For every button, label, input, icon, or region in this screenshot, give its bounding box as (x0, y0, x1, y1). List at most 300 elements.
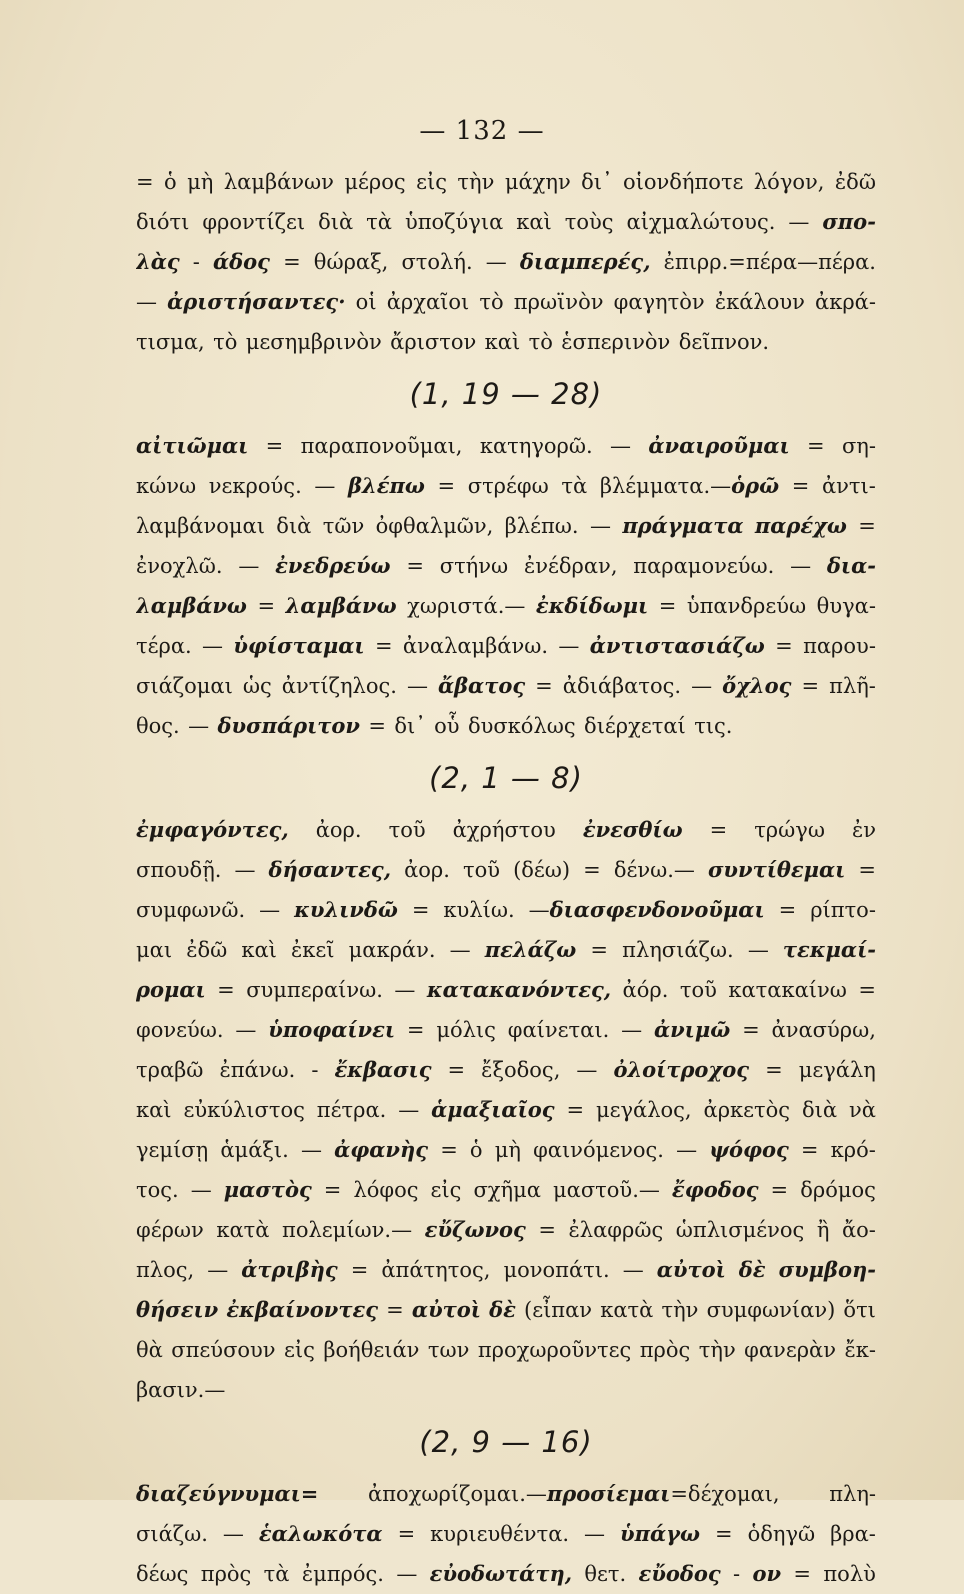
word: πλησιάζω. (622, 938, 734, 962)
text-line (136, 890, 876, 930)
word: πρὸς (639, 1338, 691, 1362)
word: σπο- (822, 209, 876, 234)
text-line (136, 970, 876, 1010)
word: τος. (136, 1178, 179, 1202)
word: ὡπλισμένος (675, 1218, 805, 1242)
word: ἑσπερινὸν (561, 330, 671, 354)
word: λόφος (353, 1178, 419, 1202)
word: ἀντιστασιάζω (589, 633, 765, 658)
word: ἐκδίδωμι (535, 593, 649, 618)
word: = (778, 898, 797, 922)
word: τὴν (457, 170, 495, 194)
word: — (314, 474, 336, 498)
word: ἀποχωρίζομαι.—προσίεμαι=δέχομαι, (368, 1481, 780, 1506)
text-line (136, 666, 876, 706)
word: αὐτοὶ (656, 1257, 726, 1282)
glossary-text (136, 162, 876, 1594)
word: στρέφω (467, 474, 549, 498)
text-line (136, 1250, 876, 1290)
word: ἄριστον (390, 330, 477, 354)
word: φαγητὸν (613, 290, 705, 314)
word: — (788, 210, 810, 234)
word: λόγον, (753, 170, 825, 194)
word: τοὺς (564, 210, 614, 234)
word: καὶ (241, 938, 277, 962)
word: μεγάλη (798, 1058, 876, 1082)
word: κατὰ (216, 1218, 270, 1242)
word: τέρα. (136, 634, 192, 658)
word: εὐκύλιστος (183, 1098, 305, 1122)
word: ὡς (242, 674, 272, 698)
word: διέρχεταί (584, 714, 686, 738)
word: νεκρούς. (208, 474, 302, 498)
word: — (676, 1138, 698, 1162)
word: (δέω) (513, 858, 571, 882)
word: = (386, 1298, 404, 1322)
word: — (394, 978, 416, 1002)
word: δι᾽ (394, 714, 426, 738)
word: φανερὰν (744, 1338, 836, 1362)
word: ἀχρήστου (452, 818, 556, 842)
word: = (742, 1018, 760, 1042)
word: = (447, 1058, 466, 1082)
word: ὀφθαλμῶν, (375, 514, 494, 538)
word: — (589, 514, 611, 538)
word: δεῖπνον. (678, 330, 770, 354)
word: — (610, 434, 632, 458)
word: — (790, 554, 812, 578)
word: τὰ (263, 1562, 290, 1586)
word: μαστοῦ.— (553, 1178, 660, 1202)
text-line (136, 1330, 876, 1370)
word: = (257, 594, 276, 618)
word: = (566, 1098, 585, 1122)
word: = (858, 978, 876, 1002)
word: μὴ (494, 1138, 521, 1162)
word: θὰ (136, 1338, 163, 1362)
text-line (136, 586, 876, 626)
word: ἀτριβὴς (241, 1257, 338, 1282)
word: — (188, 714, 210, 738)
word: κρό- (830, 1138, 876, 1162)
word: —διασφενδονοῦμαι (528, 897, 765, 922)
text-line (136, 162, 876, 202)
word: διὰ (318, 210, 354, 234)
word: κυλίω. (443, 898, 515, 922)
word: τοῦ (388, 818, 426, 842)
word: = (714, 1522, 733, 1546)
word: ἔκβασις (334, 1057, 432, 1082)
word: ἀνιμῶ (653, 1017, 731, 1042)
word: = (265, 434, 284, 458)
word: διὰ (801, 1098, 838, 1122)
word: διαζεύγνυμαι= (136, 1481, 319, 1506)
word: τὸ (213, 330, 238, 354)
word: βασιν.— (136, 1378, 226, 1402)
word: παρου- (803, 634, 876, 658)
word: συμφωνῶ. (136, 898, 246, 922)
word: διότι (136, 210, 190, 234)
word: ρομαι (136, 977, 206, 1002)
word: ἀορ. (315, 818, 362, 842)
word: (εἶπαν (524, 1298, 593, 1322)
word: — (406, 674, 428, 698)
text-line (136, 850, 876, 890)
word: λαμβάνομαι (136, 514, 265, 538)
text-line (136, 506, 876, 546)
word: ἀνασύρω, (771, 1018, 876, 1042)
word: τοῦ (462, 858, 501, 882)
text-line (136, 1090, 876, 1130)
word: αἰχμαλώτους. (626, 210, 776, 234)
word: = (437, 474, 456, 498)
text-line (136, 1474, 876, 1514)
word: τὸ (479, 290, 504, 314)
word: μὴ (187, 170, 214, 194)
word: τρώγω (754, 818, 825, 842)
word: = (770, 1178, 789, 1202)
word: — (202, 634, 224, 658)
word: ὅτι (843, 1298, 876, 1322)
word: ἐνέδραν, (523, 554, 618, 578)
word: — (259, 898, 281, 922)
word: ὁ (164, 170, 177, 194)
word: = (583, 858, 601, 882)
text-line (136, 1050, 876, 1090)
word: τισμα, (136, 330, 205, 354)
word: ἐνεδρεύω (275, 553, 391, 578)
word: μαστὸς (223, 1177, 312, 1202)
word: — (190, 1178, 212, 1202)
word: ὀλοίτροχος (613, 1057, 750, 1082)
word: εὔοδος (638, 1561, 721, 1586)
word: ἀντι- (821, 474, 876, 498)
text-line (136, 466, 876, 506)
word: δια- (826, 553, 876, 578)
word: ἐκεῖ (291, 938, 335, 962)
word: δὲ (489, 1297, 516, 1322)
word: δυσκόλως (467, 714, 576, 738)
word: τὰ (561, 474, 588, 498)
word: δυσπάριτον (217, 713, 360, 738)
word: εὔζωνος (424, 1217, 526, 1242)
word: λαμβάνω (285, 593, 397, 618)
word: σιάζομαι (136, 674, 233, 698)
word: πέτρα. (316, 1098, 387, 1122)
word: πλος, (136, 1258, 195, 1282)
word: σπουδῇ. (136, 858, 222, 882)
text-line (136, 1010, 876, 1050)
word: ἀκρά- (815, 290, 876, 314)
word: — (300, 1138, 322, 1162)
word: κώνω (136, 474, 197, 498)
word: = (406, 1018, 425, 1042)
word: προχωροῦντες (477, 1338, 632, 1362)
word: = (858, 514, 876, 538)
word: άδος (213, 249, 270, 274)
word: ἄο- (841, 1218, 876, 1242)
word: κατὰ (600, 1298, 654, 1322)
word: φονεύω. (136, 1018, 224, 1042)
word: ἔξοδος, (481, 1058, 561, 1082)
word: οὗ (434, 714, 460, 738)
word: ἄβατος (437, 673, 526, 698)
word: δέως (136, 1562, 189, 1586)
word: φροντίζει (202, 210, 306, 234)
word: συμφωνίαν) (706, 1298, 836, 1322)
word: — (136, 290, 157, 314)
word: ἐκάλουν (714, 290, 805, 314)
word: ἑαλωκότα (258, 1521, 383, 1546)
word: ψόφος (709, 1137, 789, 1162)
word: σχῆμα (473, 1178, 541, 1202)
word: ἀριστήσαντες· (167, 289, 346, 314)
word: πολεμίων.— (282, 1218, 413, 1242)
word: λαμβάνω (136, 593, 247, 618)
word: ἀπάτητος, (381, 1258, 491, 1282)
word: ἢ (816, 1218, 830, 1242)
word: = (136, 170, 154, 194)
word: = (217, 978, 235, 1002)
word: πελάζω (484, 937, 577, 962)
word: = (397, 1522, 416, 1546)
word: ὑπανδρεύω (686, 594, 807, 618)
word: = (350, 1258, 369, 1282)
word: λὰς (136, 249, 180, 274)
word: = (535, 674, 553, 698)
word: πλῆ- (829, 674, 876, 698)
word: ἐδῶ (186, 938, 228, 962)
word: φαινόμενος. (533, 1138, 664, 1162)
word: βλέπω. (504, 514, 579, 538)
word: — (622, 1258, 644, 1282)
section-heading: (1, 19 — 28) (409, 377, 603, 411)
text-line (136, 810, 876, 850)
word: — (558, 634, 580, 658)
word: ἀντίζηλος. (281, 674, 397, 698)
word: κατηγορῶ. (479, 434, 593, 458)
word: — (207, 1258, 229, 1282)
word: = (765, 1058, 783, 1082)
text-line (136, 426, 876, 466)
text-line (136, 202, 876, 242)
word: ἀφανὴς (334, 1137, 429, 1162)
word: των (427, 1338, 470, 1362)
word: πλη- (829, 1482, 876, 1506)
word: μονοπάτι. (503, 1258, 610, 1282)
word: σπεύσουν (171, 1338, 276, 1362)
word: θος. (136, 714, 180, 738)
section-heading: (2, 1 — 8) (429, 761, 583, 795)
text-line (136, 282, 876, 322)
word: - (192, 250, 200, 274)
word: τις. (694, 714, 733, 738)
text-line (136, 1290, 876, 1330)
word: τὰ (366, 210, 392, 234)
word: = (374, 634, 393, 658)
word: - (311, 1058, 319, 1082)
word: κατακαίνω (728, 978, 847, 1002)
word: ἀρχαῖοι (386, 290, 470, 314)
word: — (396, 1562, 418, 1586)
text-line (136, 1370, 876, 1410)
word: θυγα- (816, 594, 876, 618)
word: συμπεραίνω. (246, 978, 383, 1002)
word: κατακανόντες, (426, 977, 612, 1002)
word: = (807, 434, 825, 458)
text-line (136, 1210, 876, 1250)
word: μακράν. (348, 938, 436, 962)
word: διὰ (276, 514, 312, 538)
word: διαμπερές, (519, 249, 651, 274)
word: ρίπτο- (810, 898, 876, 922)
text-line (136, 1514, 876, 1554)
word: — (691, 674, 713, 698)
word: = (801, 674, 820, 698)
word: οἱ (355, 290, 377, 314)
word: = (791, 474, 810, 498)
word: τὴν (661, 1298, 699, 1322)
word: ἔκ- (844, 1338, 876, 1362)
word: τραβῶ (136, 1058, 204, 1082)
word: εἰς (430, 1178, 462, 1202)
word: πρὸς (200, 1562, 252, 1586)
word: μάχην (504, 170, 571, 194)
word: ἐμπρός. (301, 1562, 384, 1586)
text-line (136, 1130, 876, 1170)
word: ὑποζύγια (404, 210, 504, 234)
word: θώραξ, (313, 250, 389, 274)
word: = (411, 898, 430, 922)
word: ον (752, 1561, 782, 1586)
word: — (398, 1098, 420, 1122)
word: ἁμαξιαῖος (431, 1097, 555, 1122)
word: = (590, 938, 608, 962)
word: ὑποφαίνει (268, 1017, 396, 1042)
word: παραμονεύω. (633, 554, 775, 578)
word: καὶ (516, 210, 552, 234)
word: δρόμος (800, 1178, 876, 1202)
word: ὄχλος (722, 673, 792, 698)
word: τὴν (698, 1338, 736, 1362)
word: = (406, 554, 424, 578)
word: συντίθεμαι (707, 857, 846, 882)
word: ἀναιροῦμαι (648, 433, 790, 458)
word: καὶ (136, 1098, 172, 1122)
word: βρα- (830, 1522, 876, 1546)
word: πρωϊνὸν (513, 290, 604, 314)
word: τοῦ (679, 978, 717, 1002)
word: εὐοδωτάτη, (429, 1561, 573, 1586)
word: πολὺ (823, 1562, 876, 1586)
word: μαι (136, 938, 173, 962)
word: = (283, 250, 301, 274)
word: μόλις (436, 1018, 496, 1042)
word: — (222, 1522, 244, 1546)
text-line (136, 546, 876, 586)
word: στήνω (439, 554, 509, 578)
word: βλέπω (348, 473, 425, 498)
word: φαίνεται. (507, 1018, 610, 1042)
word: = (709, 818, 728, 842)
word: ἐνοχλῶ. (136, 554, 223, 578)
word: γεμίσῃ (136, 1138, 209, 1162)
word: — (235, 1018, 257, 1042)
word: παρέχω (754, 513, 847, 538)
word: ἐμφαγόντες, (136, 817, 289, 842)
word: — (449, 938, 471, 962)
text-line (136, 1554, 876, 1594)
word: ὁ (469, 1138, 483, 1162)
word: κυριευθέντα. (430, 1522, 570, 1546)
word: εἰς (284, 1338, 315, 1362)
word: λαμβάνων (223, 170, 334, 194)
word: ἐλαφρῶς (568, 1218, 664, 1242)
word: δὲ (738, 1257, 766, 1282)
word: οἱονδήποτε (622, 170, 744, 194)
word: = (368, 714, 386, 738)
word: — (234, 858, 256, 882)
text-line (136, 626, 876, 666)
word: = (538, 1218, 556, 1242)
word: τῶν (322, 514, 365, 538)
word: ἀναλαμβάνω. (402, 634, 549, 658)
word: ὑπάγω (620, 1521, 700, 1546)
word: ἐπιρρ.=πέρα—πέρα. (663, 250, 876, 274)
word: κυλινδῶ (294, 897, 398, 922)
word: βλέμματα.—ὁρῶ (599, 473, 780, 498)
word: σιάζω. (136, 1522, 208, 1546)
word: ἔφοδος (671, 1177, 759, 1202)
word: βοήθειάν (323, 1338, 420, 1362)
word: = (775, 634, 793, 658)
word: πράγματα (622, 513, 744, 538)
word: στολή. (401, 250, 473, 274)
word: ἐπάνω. (219, 1058, 296, 1082)
word: ἐν (851, 818, 876, 842)
word: — (576, 1058, 598, 1082)
word: νὰ (848, 1098, 876, 1122)
text-line (136, 242, 876, 282)
word: αἰτιῶμαι (136, 433, 249, 458)
word: μεγάλος, (595, 1098, 692, 1122)
word: ἐνεσθίω (582, 817, 683, 842)
word: ἀορ. (404, 858, 450, 882)
word: = (658, 594, 677, 618)
word: εἰς (416, 170, 447, 194)
word: — (238, 554, 260, 578)
word: ἀδιάβατος. (562, 674, 682, 698)
word: = (858, 858, 876, 882)
word: φέρων (136, 1218, 204, 1242)
word: καὶ (484, 330, 521, 354)
word: χωριστά.— (407, 594, 526, 618)
word: = (440, 1138, 458, 1162)
text-line (136, 1170, 876, 1210)
section-heading: (2, 9 — 16) (419, 1425, 593, 1459)
word: ἀόρ. (622, 978, 669, 1002)
word: ἁμάξι. (220, 1138, 289, 1162)
word: — (584, 1522, 606, 1546)
word: μέρος (344, 170, 406, 194)
word: = (793, 1562, 812, 1586)
word: δι᾽ (581, 170, 613, 194)
page-number: — 132 — (419, 116, 545, 146)
word: = (800, 1138, 819, 1162)
word: δένω.— (613, 858, 695, 882)
word: θήσειν (136, 1297, 219, 1322)
word: συμβοη- (778, 1257, 876, 1282)
